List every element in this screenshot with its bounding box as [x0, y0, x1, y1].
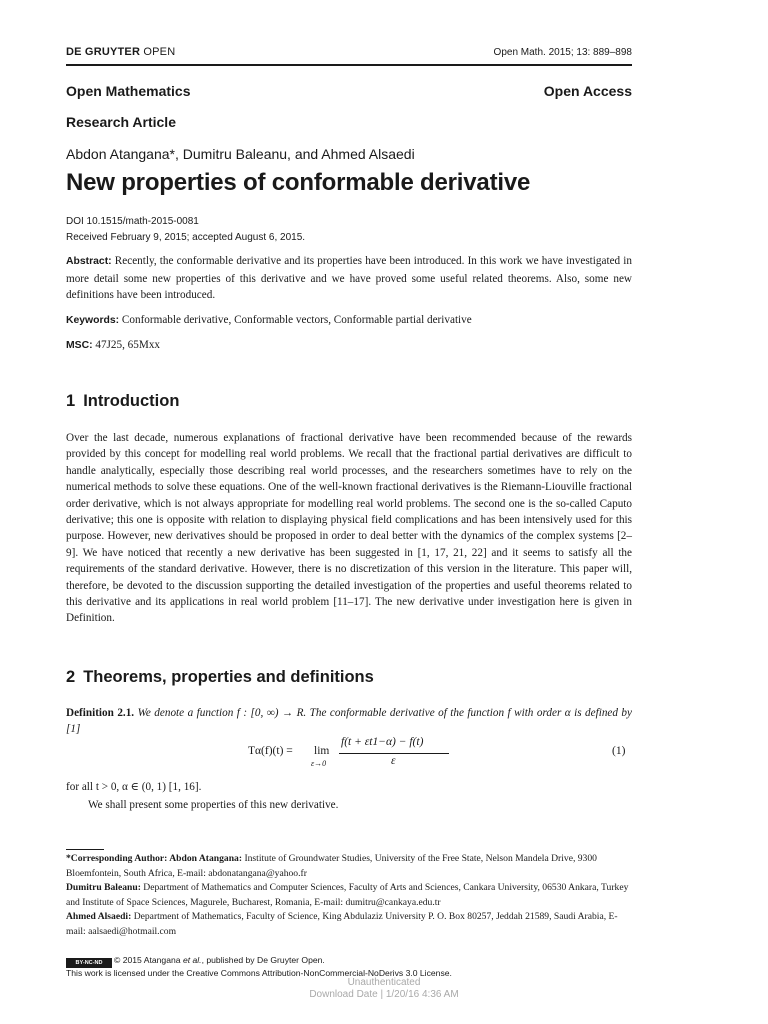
- msc-text: 47J25, 65Mxx: [95, 339, 161, 351]
- equation-limit-subscript: ε→0: [311, 759, 327, 768]
- abstract-label: Abstract:: [66, 256, 112, 267]
- equation-numerator: f(t + εt1−α) − f(t): [341, 736, 424, 748]
- definition-condition: for all t > 0, α ∈ (0, 1) [1, 16].: [66, 781, 202, 793]
- section-number: 2: [66, 668, 76, 686]
- section-number: 1: [66, 392, 76, 410]
- header-divider: [66, 64, 632, 66]
- footnote-lead: Ahmed Alsaedi:: [66, 911, 132, 922]
- equation-denominator: ε: [391, 755, 396, 767]
- abstract: [66, 253, 632, 304]
- section-heading-theorems: [66, 668, 374, 687]
- publisher-name: DE GRUYTER: [66, 46, 141, 58]
- paper-title: New properties of conformable derivative: [66, 169, 531, 196]
- definition-2-1: [66, 705, 632, 737]
- fraction-bar: [339, 753, 449, 754]
- transition-sentence: We shall present some properties of this new derivative.: [88, 799, 339, 811]
- publisher-suffix: OPEN: [143, 46, 176, 58]
- abstract-text: Recently, the conformable derivative and its properties have been introduced. In this work we have investigated in more detail some new properties of this derivative and we have proved some useful related theorems. Also, some new definitions have been introduced.: [66, 255, 632, 302]
- author-list: Abdon Atangana*, Dumitru Baleanu, and Ahmed Alsaedi: [66, 146, 415, 162]
- footnote-text: Department of Mathematics and Computer Sciences, Faculty of Arts and Sciences, Cankara University, 06530 Ankara, Turkey and Institute of Space Sciences, Magurele, Bucharest, Romania, E-mail: dumitru@cankaya.edu.tr: [66, 882, 629, 908]
- footnote-text: Department of Mathematics, Faculty of Science, King Abdulaziz University P. O. Box 80257, Jeddah 21589, Saudi Arabia, E-mail: aalsaedi@hotmail.com: [66, 911, 618, 937]
- footnote-author-alsaedi: [66, 910, 632, 939]
- introduction-paragraph: Over the last decade, numerous explanations of fractional derivative have been recommended because of the rewards provided by this concept for modelling real world problems. We recall that the fractional partial derivatives are difficult to handle analytically, especially those describing real world processes, and the researchers sometimes have to rely on the numerical methods to solve these equations. One of the well-known fractional derivatives is the Riemann-Liouville fractional order derivative, which is not always appropriate for modelling real world problems. The second one is the so-called Caputo derivative; this one is opposite with relation to displaying physical field complications and has been intensively used for this purpose. However, new derivatives should be proposed in order to deal better with the dynamics of the complex systems [2–9]. We have noticed that recently a new derivative has been suggested in [1, 17, 21, 22] and it seems to satisfy all the requirements of the standard derivative. However, there is no discretization of this version in the literature. This paper will, therefore, be devoted to the discussion supporting the detailed investigation of the properties and useful theorems related to this derivative and its applications in real world problem [11–17]. The new derivative under investigation here is given in Definition.: [66, 432, 632, 625]
- copyright-etal: et al.: [182, 955, 202, 965]
- download-watermark: [300, 977, 468, 1001]
- footnote-text: Institute of Groundwater Studies, University of the Free State, Nelson Mandela Drive, 9300 Bloemfontein, South Africa, E-mail: abdonatangana@yahoo.fr: [66, 853, 597, 879]
- footnote-divider: [66, 849, 104, 850]
- footnote-author-atangana: [66, 852, 632, 881]
- section-heading-introduction: [66, 392, 179, 411]
- journal-name: Open Mathematics: [66, 83, 191, 99]
- access-label: Open Access: [543, 83, 632, 99]
- cc-license-icon: BY-NC-ND: [66, 958, 112, 968]
- keywords-text: Conformable derivative, Conformable vectors, Conformable partial derivative: [121, 314, 472, 326]
- equation-lhs: Tα(f)(t) =: [248, 745, 293, 757]
- definition-label: Definition 2.1.: [66, 707, 135, 719]
- publisher-logo: [66, 46, 175, 58]
- footnote-lead: *Corresponding Author: Abdon Atangana:: [66, 853, 243, 864]
- keywords-label: Keywords:: [66, 315, 120, 326]
- equation-1: [248, 736, 458, 772]
- license-notice: [66, 955, 452, 979]
- copyright-publisher: , published by De Gruyter Open.: [201, 955, 325, 965]
- watermark-date: Download Date | 1/20/16 4:36 AM: [309, 989, 459, 1000]
- copyright-text: © 2015 Atangana: [114, 955, 183, 965]
- journal-reference: Open Math. 2015; 13: 889–898: [493, 47, 632, 58]
- footnote-lead: Dumitru Baleanu:: [66, 882, 141, 893]
- watermark-status: Unauthenticated: [347, 977, 421, 988]
- received-dates: Received February 9, 2015; accepted August 6, 2015.: [66, 232, 306, 243]
- article-type: Research Article: [66, 114, 176, 130]
- equation-limit: lim: [314, 745, 330, 757]
- doi: DOI 10.1515/math-2015-0081: [66, 216, 199, 227]
- footnote-author-baleanu: [66, 881, 632, 910]
- license-text: This work is licensed under the Creative Commons Attribution-NonCommercial-NoDerivs 3.0 License.: [66, 968, 452, 978]
- equation-number: (1): [612, 745, 626, 757]
- section-title: Theorems, properties and definitions: [83, 668, 374, 686]
- msc-label: MSC:: [66, 340, 93, 351]
- keywords: [66, 312, 632, 330]
- msc-codes: [66, 337, 632, 355]
- definition-text: We denote a function f : [0, ∞) → R. The conformable derivative of the function f with order α is defined by [1]: [66, 707, 632, 735]
- section-title: Introduction: [83, 392, 180, 410]
- copyright-line: [66, 955, 452, 968]
